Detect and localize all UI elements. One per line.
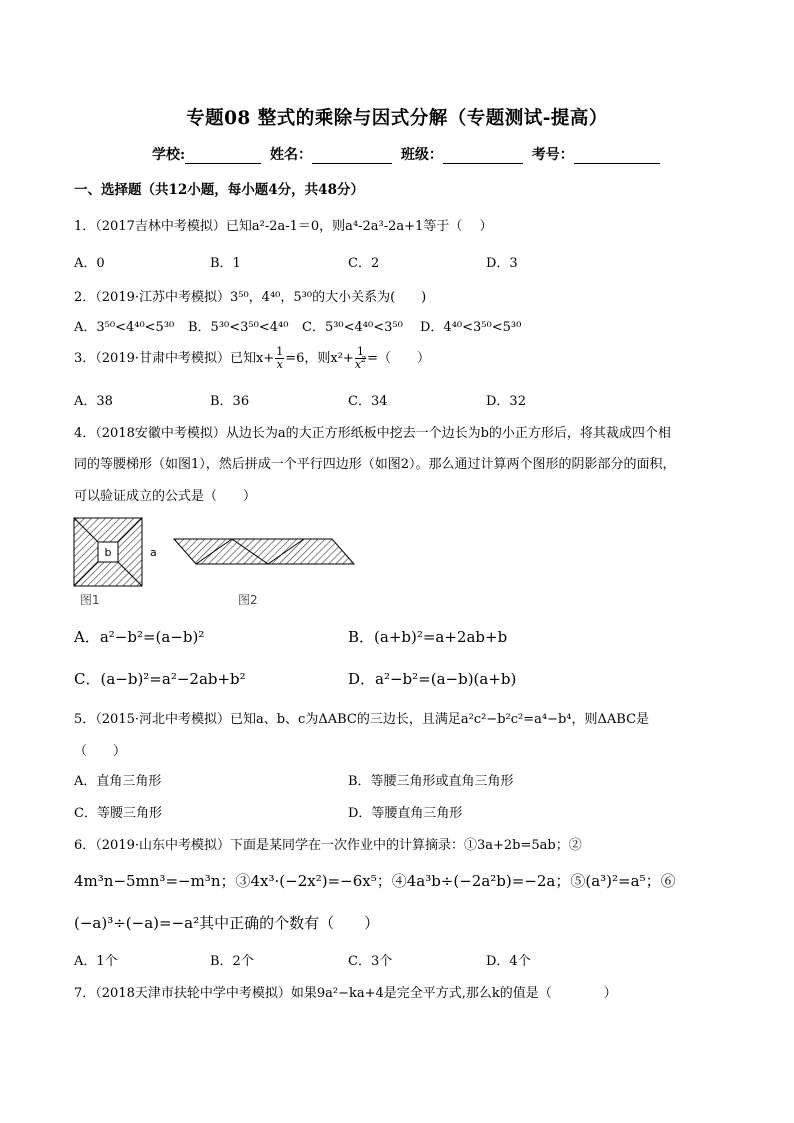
student-info-line [152, 144, 664, 164]
q4-line1: 4．（2018安徽中考模拟）从边长为a的大正方形纸板中挖去一个边长为b的小正方形后，将其裁成四个相 [74, 426, 671, 441]
name-blank [312, 148, 392, 164]
q4-option-a: A．a²−b²=(a−b)² [74, 628, 205, 646]
q6-line2: 4m³n−5mn³=−m³n；③4x³·(−2x²)=−6x⁵；④4a³b÷(−2a²b)=−2a；⑤(a³)²=a⁵；⑥ [74, 872, 676, 890]
q2-stem: 2．（2019·江苏中考模拟）3⁵⁰，4⁴⁰，5³⁰的大小关系为( ) [74, 290, 427, 305]
q6-option-c: C．3个 [348, 954, 393, 969]
q5-option-b: B．等腰三角形或直角三角形 [348, 774, 514, 789]
figure-2-caption: 图2 [238, 593, 258, 607]
q5-option-c: C．等腰三角形 [74, 806, 162, 821]
q4-option-d: D．a²−b²=(a−b)(a+b) [348, 670, 517, 688]
number-blank [574, 148, 660, 164]
q3-fraction-1-over-x2: $\frac{1}{x^2}$ [354, 345, 367, 371]
q2-option-a: A．3⁵⁰<4⁴⁰<5³⁰ [74, 320, 175, 335]
figure-1-caption: 图1 [80, 593, 100, 607]
q5-line1: 5．（2015·河北中考模拟）已知a、b、c为ΔABC的三边长，且满足a²c²−b²c²=a⁴−b⁴，则ΔABC是 [74, 712, 650, 727]
q6-option-b: B．2个 [210, 954, 254, 969]
q5-option-d: D．等腰直角三角形 [348, 806, 463, 821]
q3-stem-part2: =6，则x²+ [285, 351, 354, 366]
q3-stem [74, 342, 430, 376]
class-blank [443, 148, 523, 164]
q1-option-a: A．0 [74, 256, 105, 271]
q6-option-d: D．4个 [486, 954, 531, 969]
class-label: 班级： [400, 147, 443, 163]
q2-option-c: C．5³⁰<4⁴⁰<3⁵⁰ [302, 320, 403, 335]
q5-line2: （ ） [74, 744, 127, 759]
q4-figure [72, 516, 362, 608]
q6-option-a: A．1个 [74, 954, 118, 969]
q3-stem-part1: 3．（2019·甘肃中考模拟）已知x+ [74, 351, 275, 366]
q6-line1: 6．（2019·山东中考模拟）下面是某同学在一次作业中的计算摘录：①3a+2b=5ab；② [74, 838, 582, 853]
q2-option-d: D．4⁴⁰<3⁵⁰<5³⁰ [420, 320, 522, 335]
q4-option-c: C．(a−b)²=a²−2ab+b² [74, 670, 246, 688]
q7-stem: 7．（2018天津市扶轮中学中考模拟）如果9a²−ka+4是完全平方式,那么k的值是（ ） [74, 986, 617, 1001]
q4-line2: 同的等腰梯形（如图1），然后拼成一个平行四边形（如图2）。那么通过计算两个图形的阴影部分的面积， [74, 457, 676, 472]
q3-option-d: D．32 [486, 394, 526, 409]
section-heading: 一、选择题（共12小题，每小题4分，共48分） [74, 182, 364, 198]
q5-option-a: A．直角三角形 [74, 774, 162, 789]
figure-1-label-a: a [150, 546, 157, 559]
q3-stem-part3: =（ ） [367, 351, 431, 366]
q3-fraction-1-over-x: $\frac{1}{x}$ [276, 345, 284, 371]
q4-line3: 可以验证成立的公式是（ ） [74, 489, 257, 504]
q1-stem: 1．（2017吉林中考模拟）已知a²-2a-1＝0，则a⁴-2a³-2a+1等于（ ） [74, 219, 493, 234]
name-label: 姓名： [270, 147, 313, 163]
q3-option-c: C．34 [348, 394, 388, 409]
q1-option-d: D．3 [486, 256, 518, 271]
q1-option-c: C．2 [348, 256, 380, 271]
q3-option-b: B．36 [210, 394, 250, 409]
q2-option-b: B．5³⁰<3⁵⁰<4⁴⁰ [188, 320, 289, 335]
figure-1-label-b: b [104, 546, 112, 559]
q6-line3: (−a)³÷(−a)=−a²其中正确的个数有（ ） [74, 914, 380, 932]
figure-2-parallelogram [174, 539, 354, 564]
q3-option-a: A．38 [74, 394, 113, 409]
number-label: 考号： [531, 147, 574, 163]
school-label: 学校: [152, 147, 186, 163]
q4-option-b: B．(a+b)²=a+2ab+b [348, 628, 508, 646]
page-title: 专题08 整式的乘除与因式分解（专题测试-提高） [186, 108, 608, 129]
q1-option-b: B．1 [210, 256, 241, 271]
school-blank [185, 148, 261, 164]
